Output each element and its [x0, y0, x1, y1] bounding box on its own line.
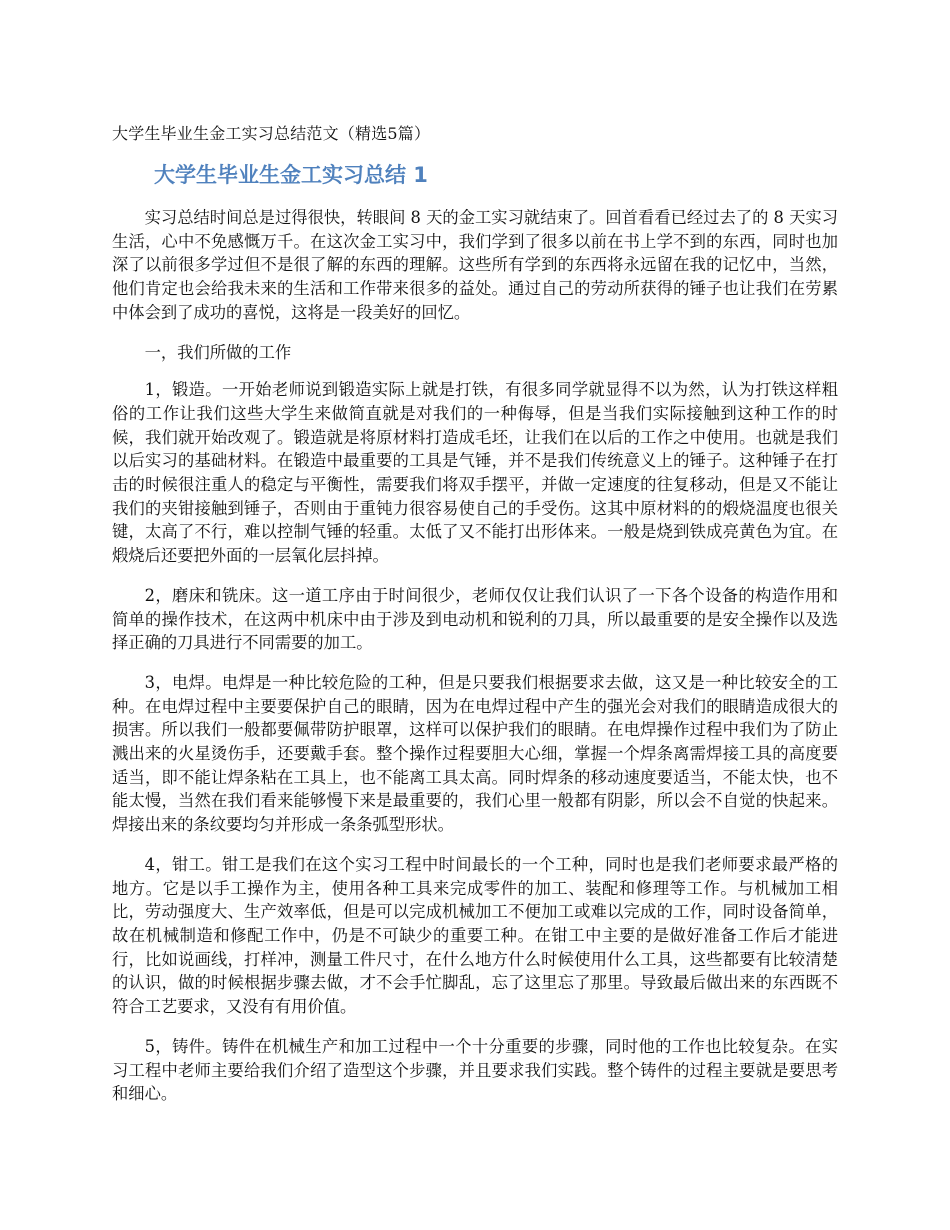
document-title: 大学生毕业生金工实习总结范文（精选5篇） — [112, 124, 431, 143]
paragraph-casting: 5，铸件。铸件在机械生产和加工过程中一个十分重要的步骤，同时他的工作也比较复杂。在实习工程中老师主要给我们介绍了造型这个步骤，并且要求我们实践。整个铸件的过程主要就是要思考和细心。 — [112, 1036, 838, 1104]
subheading-work: 一，我们所做的工作 — [144, 342, 292, 362]
paragraph-forging: 1，锻造。一开始老师说到锻造实际上就是打铁，有很多同学就显得不以为然，认为打铁这样粗俗的工作让我们这些大学生来做简直就是对我们的一种侮辱，但是当我们实际接触到这种工作的时候，我们就开始改观了。锻造就是将原材料打造成毛坯，让我们在以后的工作之中使用。也就是我们以后实习的基础材料。在锻造中最重要的工具是气锤，并不是我们传统意义上的锤子。这种锤子在打击的时候很注重人的稳定与平衡性，需要我们将双手摆平，并做一定速度的往复移动，但是又不能让我们的夹钳接触到锤子，否则由于重钝力很容易使自己的手受伤。这其中原材料的的煅烧温度也很关键，太高了不行，难以控制气锤的轻重。太低了又不能打出形体来。一般是烧到铁成亮黄色为宜。在煅烧后还要把外面的一层氧化层抖掉。 — [112, 380, 838, 566]
document-page — [112, 122, 838, 1122]
paragraph-fitting: 4，钳工。钳工是我们在这个实习工程中时间最长的一个工种，同时也是我们老师要求最严格的地方。它是以手工操作为主，使用各种工具来完成零件的加工、装配和修理等工作。与机械加工相比，劳动强度大、生产效率低，但是可以完成机械加工不便加工或难以完成的工作，同时设备简单，故在机械制造和修配工作中，仍是不可缺少的重要工种。在钳工中主要的是做好准备工作后才能进行，比如说画线，打样冲，测量工件尺寸，在什么地方什么时候使用什么工具，这些都要有比较清楚的认识，做的时候根据步骤去做，才不会手忙脚乱，忘了这里忘了那里。导致最后做出来的东西既不符合工艺要求，又没有有用价值。 — [112, 854, 838, 1017]
paragraph-welding: 3，电焊。电焊是一种比较危险的工种，但是只要我们根据要求去做，这又是一种比较安全的工种。在电焊过程中主要要保护自己的眼睛，因为在电焊过程中产生的强光会对我们的眼睛造成很大的损害。所以我们一般都要佩带防护眼罩，这样可以保护我们的眼睛。在电焊操作过程中我们为了防止溅出来的火星烫伤手，还要戴手套。整个操作过程要胆大心细，掌握一个焊条离需焊接工具的高度要适当，即不能让焊条粘在工具上，也不能离工具太高。同时焊条的移动速度要适当，不能太快，也不能太慢，当然在我们看来能够慢下来是最重要的，我们心里一般都有阴影，所以会不自觉的快起来。焊接出来的条纹要均匀并形成一条条弧型形状。 — [112, 672, 838, 835]
paragraph-intro: 实习总结时间总是过得很快，转眼间 8 天的金工实习就结束了。回首看看已经过去了的 8 天实习生活，心中不免感慨万千。在这次金工实习中，我们学到了很多以前在书上学不到的东西，同时也加深了以前很多学过但不是很了解的东西的理解。这些所有学到的东西将永远留在我的记忆中，当然，他们肯定也会给我未来的生活和工作带来很多的益处。通过自己的劳动所获得的锤子也让我们在劳累中体会到了成功的喜悦，这将是一段美好的回忆。 — [112, 208, 838, 322]
section-heading: 大学生毕业生金工实习总结 1 — [154, 163, 428, 187]
paragraph-grinding-milling: 2，磨床和铣床。这一道工序由于时间很少，老师仅仅让我们认识了一下各个设备的构造作用和简单的操作技术，在这两中机床中由于涉及到电动机和锐利的刀具，所以最重要的是安全操作以及选择正确的刀具进行不同需要的加工。 — [112, 585, 838, 653]
